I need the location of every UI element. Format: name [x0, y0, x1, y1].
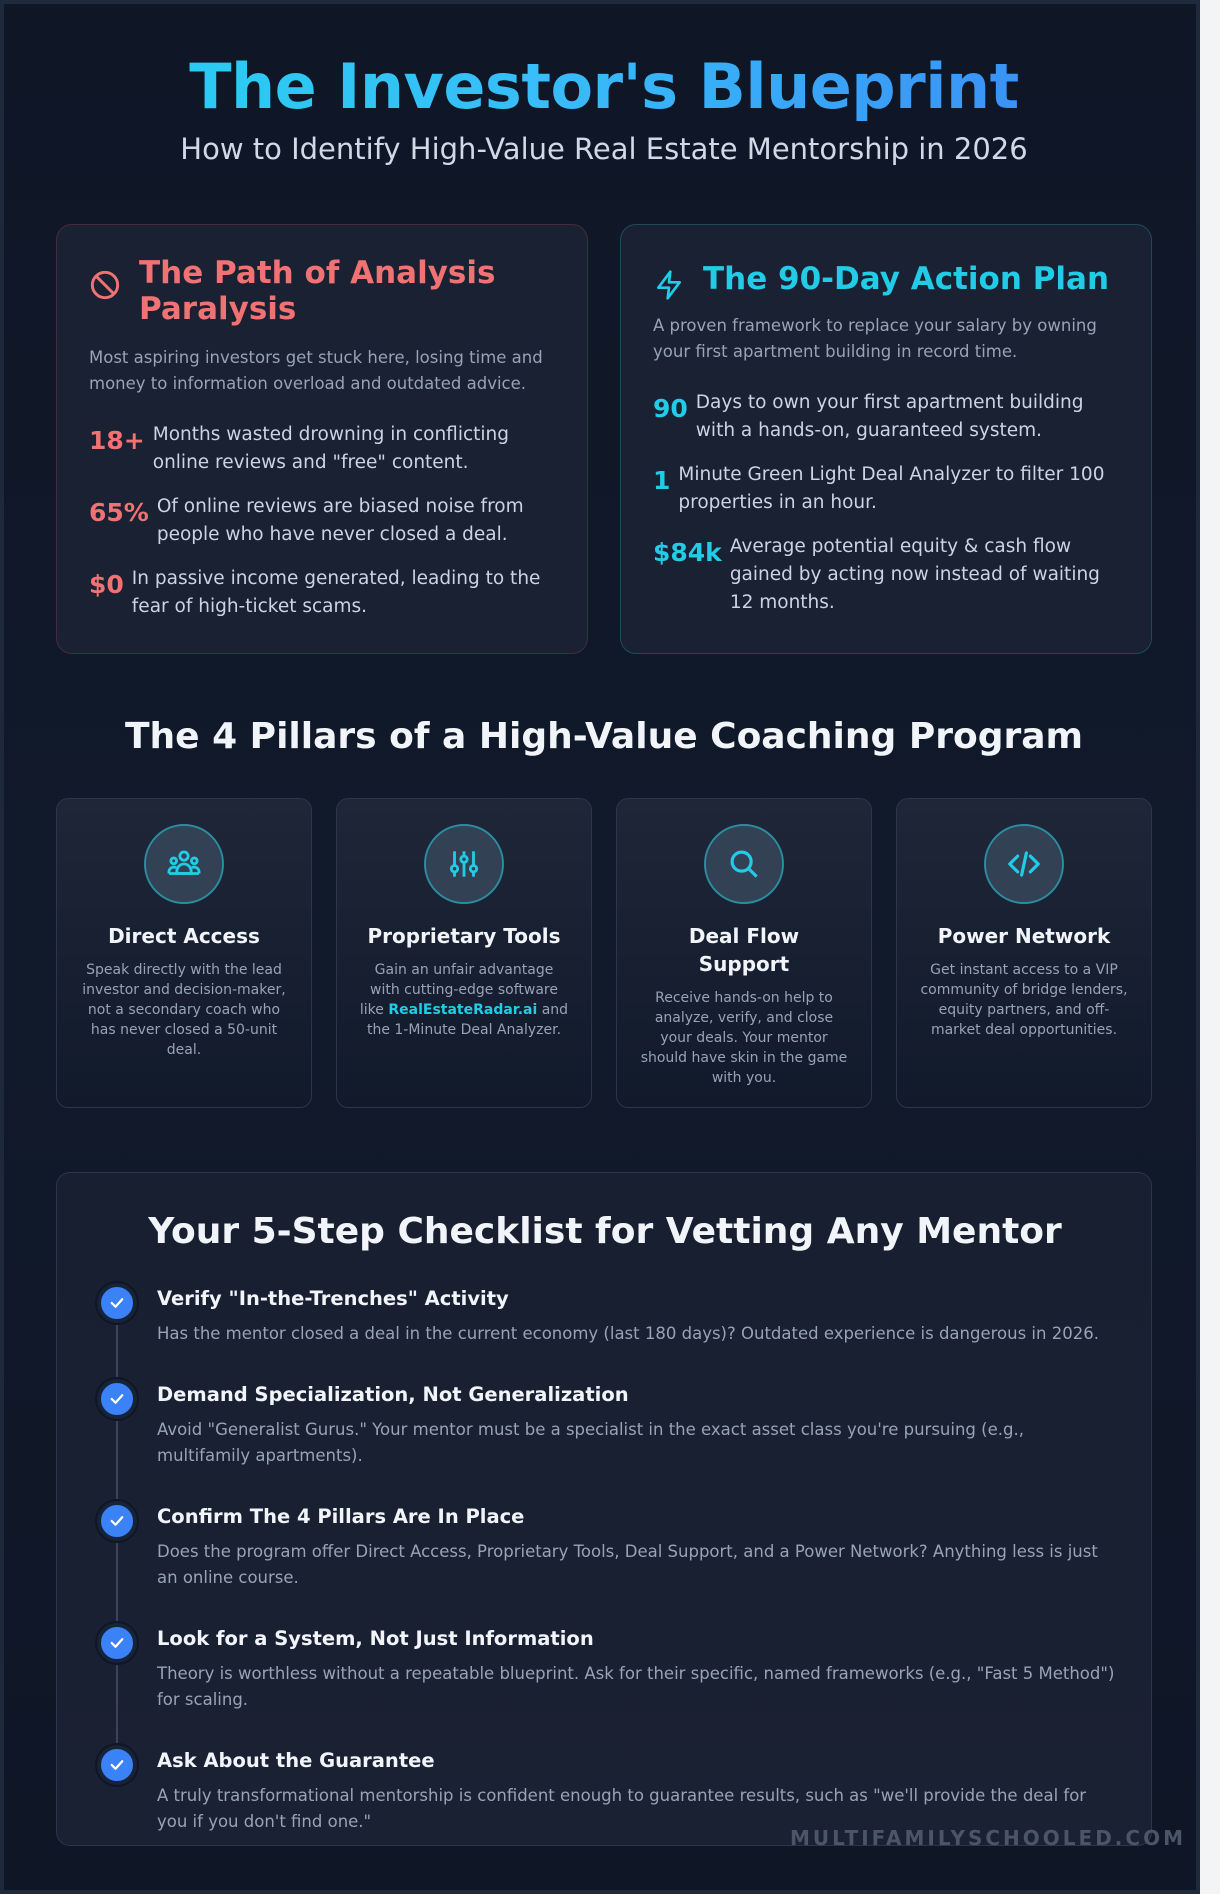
card-description: A proven framework to replace your salary by owning your first apartment building in record time.: [653, 316, 1097, 361]
stat-item: [653, 533, 1123, 617]
step-description: Theory is worthless without a repeatable blueprint. Ask for their specific, named frameworks (e.g., "Fast 5 Method") for scaling.: [157, 1664, 1115, 1709]
stat-text: Average potential equity & cash flow gained by acting now instead of waiting 12 months.: [729, 536, 1100, 613]
sliders-icon: [445, 845, 483, 883]
card-description: Most aspiring investors get stuck here, losing time and money to information overload and outdated advice.: [89, 348, 543, 393]
pillar-icon-circle: [144, 824, 224, 904]
check-icon: [108, 1294, 126, 1312]
search-icon: [725, 845, 763, 883]
pillar-description: Speak directly with the lead investor and decision-maker, not a secondary coach who has never closed a 50-unit deal.: [82, 962, 286, 1058]
stat-item: [653, 461, 1123, 517]
card-title: The Path of Analysis Paralysis: [139, 255, 496, 327]
pillar-description-text: and the 1-Minute Deal Analyzer.: [366, 1002, 569, 1038]
stat-value: 90: [653, 394, 688, 423]
stat-item: [89, 493, 559, 549]
pillar-title: Deal Flow Support: [688, 924, 800, 976]
step-description: A truly transformational mentorship is confident enough to guarantee results, such as "we'll provide the deal for you if you don't find one.": [157, 1786, 1087, 1831]
stat-text: Months wasted drowning in conflicting online reviews and "free" content.: [152, 424, 510, 473]
stat-item: [653, 389, 1123, 445]
pillar-icon-circle: [424, 824, 504, 904]
checklist-panel: [56, 1172, 1152, 1846]
step-description: Does the program offer Direct Access, Proprietary Tools, Deal Support, and a Power Network? Anything less is just an online course.: [157, 1542, 1098, 1587]
step-title: Look for a System, Not Just Information: [157, 1627, 594, 1650]
action-plan-card: [620, 224, 1152, 654]
stat-value: $84k: [653, 538, 722, 567]
users-icon: [165, 845, 203, 883]
pillar-description-text: Gain an unfair advantage with cutting-edge software like: [359, 962, 558, 1018]
stat-value: $0: [89, 570, 124, 599]
check-icon: [108, 1390, 126, 1408]
pillar-icon-circle: [704, 824, 784, 904]
pillar-description: [359, 960, 569, 1040]
pillar-title: Power Network: [937, 924, 1111, 948]
check-icon: [108, 1756, 126, 1774]
stat-value: 1: [653, 466, 671, 495]
pillar-proprietary-tools: [336, 798, 592, 1108]
realestateradar-link[interactable]: RealEstateRadar.ai: [388, 1002, 538, 1018]
analysis-paralysis-card: [56, 224, 588, 654]
lightning-icon: [653, 269, 685, 301]
pillar-deal-flow-support: [616, 798, 872, 1108]
step-description: Avoid "Generalist Gurus." Your mentor must be a specialist in the exact asset class you're pursuing (e.g., multifamily apartments).: [157, 1420, 1024, 1465]
check-icon: [108, 1634, 126, 1652]
checklist-title: Your 5-Step Checklist for Vetting Any Mentor: [148, 1211, 1062, 1252]
step-title: Verify "In-the-Trenches" Activity: [157, 1287, 509, 1310]
code-icon: [1005, 845, 1043, 883]
step-title: Confirm The 4 Pillars Are In Place: [157, 1505, 525, 1528]
stat-value: 65%: [89, 498, 149, 527]
check-badge: [97, 1501, 137, 1541]
pillars-title: The 4 Pillars of a High-Value Coaching Program: [124, 716, 1084, 757]
page-subtitle: How to Identify High-Value Real Estate Mentorship in 2026: [180, 132, 1028, 166]
pillar-title: Direct Access: [108, 924, 260, 948]
header: [4, 48, 1204, 166]
pillar-description: Get instant access to a VIP community of bridge lenders, equity partners, and off-market deal opportunities.: [920, 962, 1128, 1038]
pillar-direct-access: [56, 798, 312, 1108]
check-badge: [97, 1283, 137, 1323]
pillar-power-network: [896, 798, 1152, 1108]
page-title: The Investor's Blueprint: [4, 48, 1204, 126]
stat-text: Of online reviews are biased noise from people who have never closed a deal.: [156, 496, 524, 545]
stat-value: 18+: [89, 426, 145, 455]
card-title: The 90-Day Action Plan: [703, 261, 1110, 297]
step-title: Demand Specialization, Not Generalization: [157, 1383, 629, 1406]
check-badge: [97, 1745, 137, 1785]
stat-text: Minute Green Light Deal Analyzer to filter 100 properties in an hour.: [678, 464, 1105, 513]
pillar-description: Receive hands-on help to analyze, verify, and close your deals. Your mentor should have skin in the game with you.: [640, 990, 848, 1086]
stat-text: Days to own your first apartment building with a hands-on, guaranteed system.: [695, 392, 1084, 441]
step-description: Has the mentor closed a deal in the current economy (last 180 days)? Outdated experience is dangerous in 2026.: [157, 1324, 1099, 1343]
ban-icon: [89, 269, 121, 301]
pillar-icon-circle: [984, 824, 1064, 904]
stat-text: In passive income generated, leading to the fear of high-ticket scams.: [131, 568, 541, 617]
check-icon: [108, 1512, 126, 1530]
check-badge: [97, 1623, 137, 1663]
check-badge: [97, 1379, 137, 1419]
site-watermark: MULTIFAMILYSCHOOLED.COM: [790, 1826, 1186, 1850]
stat-item: [89, 565, 559, 621]
stat-item: [89, 421, 559, 477]
pillar-title: Proprietary Tools: [367, 924, 561, 948]
step-title: Ask About the Guarantee: [157, 1749, 435, 1772]
